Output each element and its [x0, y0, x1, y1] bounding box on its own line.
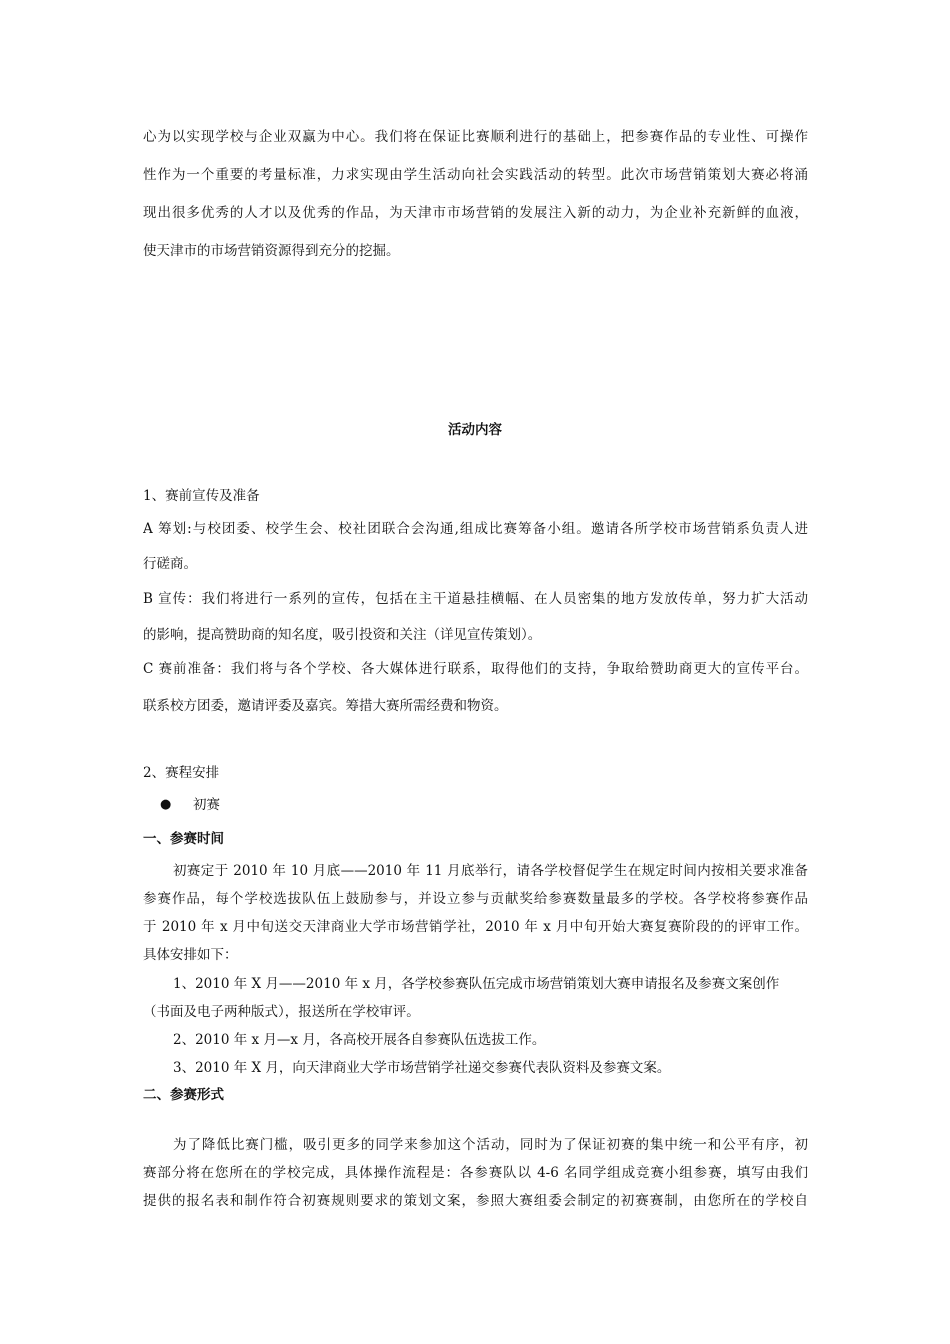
form-line-3: 提供的报名表和制作符合初赛规则要求的策划文案，参照大赛组委会制定的初赛赛制，由您所在的学校自 [143, 1193, 808, 1209]
part1-line-1: A 筹划:与校团委、校学生会、校社团联合会沟通,组成比赛筹备小组。邀请各所学校市场营销系负责人进 [143, 521, 808, 537]
time-line-1: 初赛定于 2010 年 10 月底——2010 年 11 月底举行，请各学校督促学生在规定时间内按相关要求准备 [173, 863, 808, 879]
time-line-4: 具体安排如下： [143, 947, 238, 963]
intro-line-4: 使天津市的市场营销资源得到充分的挖掘。 [143, 243, 400, 259]
section-title: 活动内容 [448, 422, 502, 438]
part1-line-3: B 宣传：我们将进行一系列的宣传，包括在主干道悬挂横幅、在人员密集的地方发放传单，努力扩大活动 [143, 591, 808, 607]
time-line-7: 2、2010 年 x 月—x 月，各高校开展各自参赛队伍选拔工作。 [173, 1032, 546, 1048]
intro-line-2: 性作为一个重要的考量标准，力求实现由学生活动向社会实践活动的转型。此次市场营销策划大赛必将涌 [143, 167, 808, 183]
time-line-2: 参赛作品，每个学校选拔队伍上鼓励参与，并设立参与贡献奖给参赛数量最多的学校。各学校将参赛作品 [143, 891, 808, 907]
time-line-6: （书面及电子两种版式），报送所在学校审评。 [143, 1004, 420, 1020]
bullet-label: 初赛 [193, 797, 220, 813]
form-line-1: 为了降低比赛门槛，吸引更多的同学来参加这个活动，同时为了保证初赛的集中统一和公平有序，初 [173, 1137, 808, 1153]
part1-line-5: C 赛前准备：我们将与各个学校、各大媒体进行联系，取得他们的支持，争取给赞助商更大的宣传平台。 [143, 661, 808, 677]
time-section-heading: 一、参赛时间 [143, 831, 224, 847]
part1-heading: 1、赛前宣传及准备 [143, 488, 260, 504]
part1-line-4: 的影响，提高赞助商的知名度，吸引投资和关注（详见宣传策划）。 [143, 627, 542, 643]
part1-line-6: 联系校方团委，邀请评委及嘉宾。筹措大赛所需经费和物资。 [143, 698, 508, 714]
bullet-dot-icon: ● [160, 797, 172, 812]
part1-line-2: 行磋商。 [143, 556, 197, 572]
form-line-2: 赛部分将在您所在的学校完成，具体操作流程是：各参赛队以 4-6 名同学组成竞赛小组参赛，填写由我们 [143, 1165, 808, 1181]
part2-heading: 2、赛程安排 [143, 765, 220, 781]
time-line-5: 1、2010 年 X 月——2010 年 x 月，各学校参赛队伍完成市场营销策划大赛申请报名及参赛文案创作 [173, 976, 780, 992]
intro-line-3: 现出很多优秀的人才以及优秀的作品，为天津市市场营销的发展注入新的动力，为企业补充新鲜的血液， [143, 205, 808, 221]
form-section-heading: 二、参赛形式 [143, 1087, 224, 1103]
time-line-8: 3、2010 年 X 月，向天津商业大学市场营销学社递交参赛代表队资料及参赛文案。 [173, 1060, 671, 1076]
intro-line-1: 心为以实现学校与企业双赢为中心。我们将在保证比赛顺利进行的基础上，把参赛作品的专业性、可操作 [143, 129, 808, 145]
time-line-3: 于 2010 年 x 月中旬送交天津商业大学市场营销学社，2010 年 x 月中旬开始大赛复赛阶段的的评审工作。 [143, 919, 808, 935]
